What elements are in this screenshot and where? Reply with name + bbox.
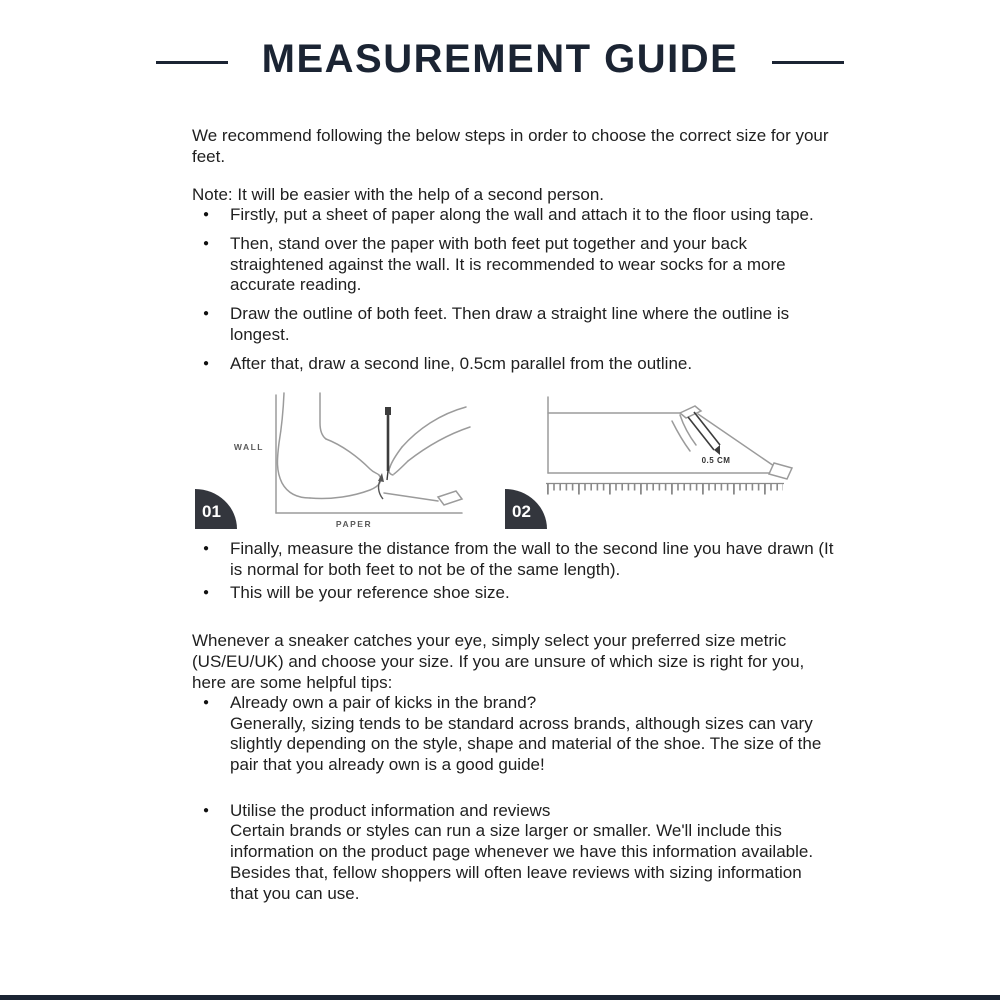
wall-label: WALL [233,442,264,453]
tip-title: ● Utilise the product information and reviews [230,800,551,820]
tips-list [192,693,832,905]
title-dash-left [156,61,228,64]
measurement-steps-list [192,205,837,374]
foot-against-wall-illustration [192,387,492,539]
tip-body: Generally, sizing tends to be standard across brands, although sizes can vary slightly depending on the style, shape and material of the shoe. The size of the pair that you already own is a good guide! [230,713,822,775]
guide-content [192,125,842,904]
outline-and-ruler-illustration [502,387,832,539]
title-dash-right [772,61,844,64]
result-item: ● Finally, measure the distance from the wall to the second line you have drawn (It is normal for both feet to not be of the same length). [192,539,837,580]
intro-paragraph: We recommend following the below steps in order to choose the correct size for your feet. [192,126,829,167]
step-item: ● Firstly, put a sheet of paper along the wall and attach it to the floor using tape. [192,205,837,226]
intro-note: Note: It will be easier with the help of a second person. [192,185,605,205]
figures-row [192,387,842,539]
step-item: ● Draw the outline of both feet. Then draw a straight line where the outline is longest. [192,304,837,345]
tip-body: Certain brands or styles can run a size larger or smaller. We'll include this information on the product page whenever we have this information available. Besides that, fellow shoppers will often leave reviews with sizing information that you can use. [230,821,814,903]
tip-item [192,693,832,776]
step-number-badge-02: 02 [505,489,547,529]
tips-intro-paragraph: Whenever a sneaker catches your eye, simply select your preferred size metric (US/EU/UK) and choose your size. If you are unsure of which size is right for you, here are some helpful tips: [192,630,805,692]
step-item: ● After that, draw a second line, 0.5cm parallel from the outline. [192,354,837,375]
page-title: MEASUREMENT GUIDE [261,37,739,81]
arrow-marker [378,473,384,499]
figure-01-wall-measurement [192,387,492,539]
result-item: ● This will be your reference shoe size. [192,583,837,604]
bottom-accent-bar [0,995,1000,1000]
pencil-icon [385,407,391,480]
step-item: ● Then, stand over the paper with both feet put together and your back straightened against the wall. It is recommended to wear socks for a more accurate reading. [192,234,837,296]
measure-label: 0.5 CM [701,456,731,466]
figure-02-line-drawing [502,387,832,539]
results-list [192,539,837,603]
page-header [0,0,1000,80]
tip-item [192,801,832,905]
tip-title: ● Already own a pair of kicks in the brand? [230,692,537,712]
step-number-badge-01: 01 [195,489,237,529]
paper-label: PAPER [335,519,373,530]
ruler-icon [546,484,784,490]
